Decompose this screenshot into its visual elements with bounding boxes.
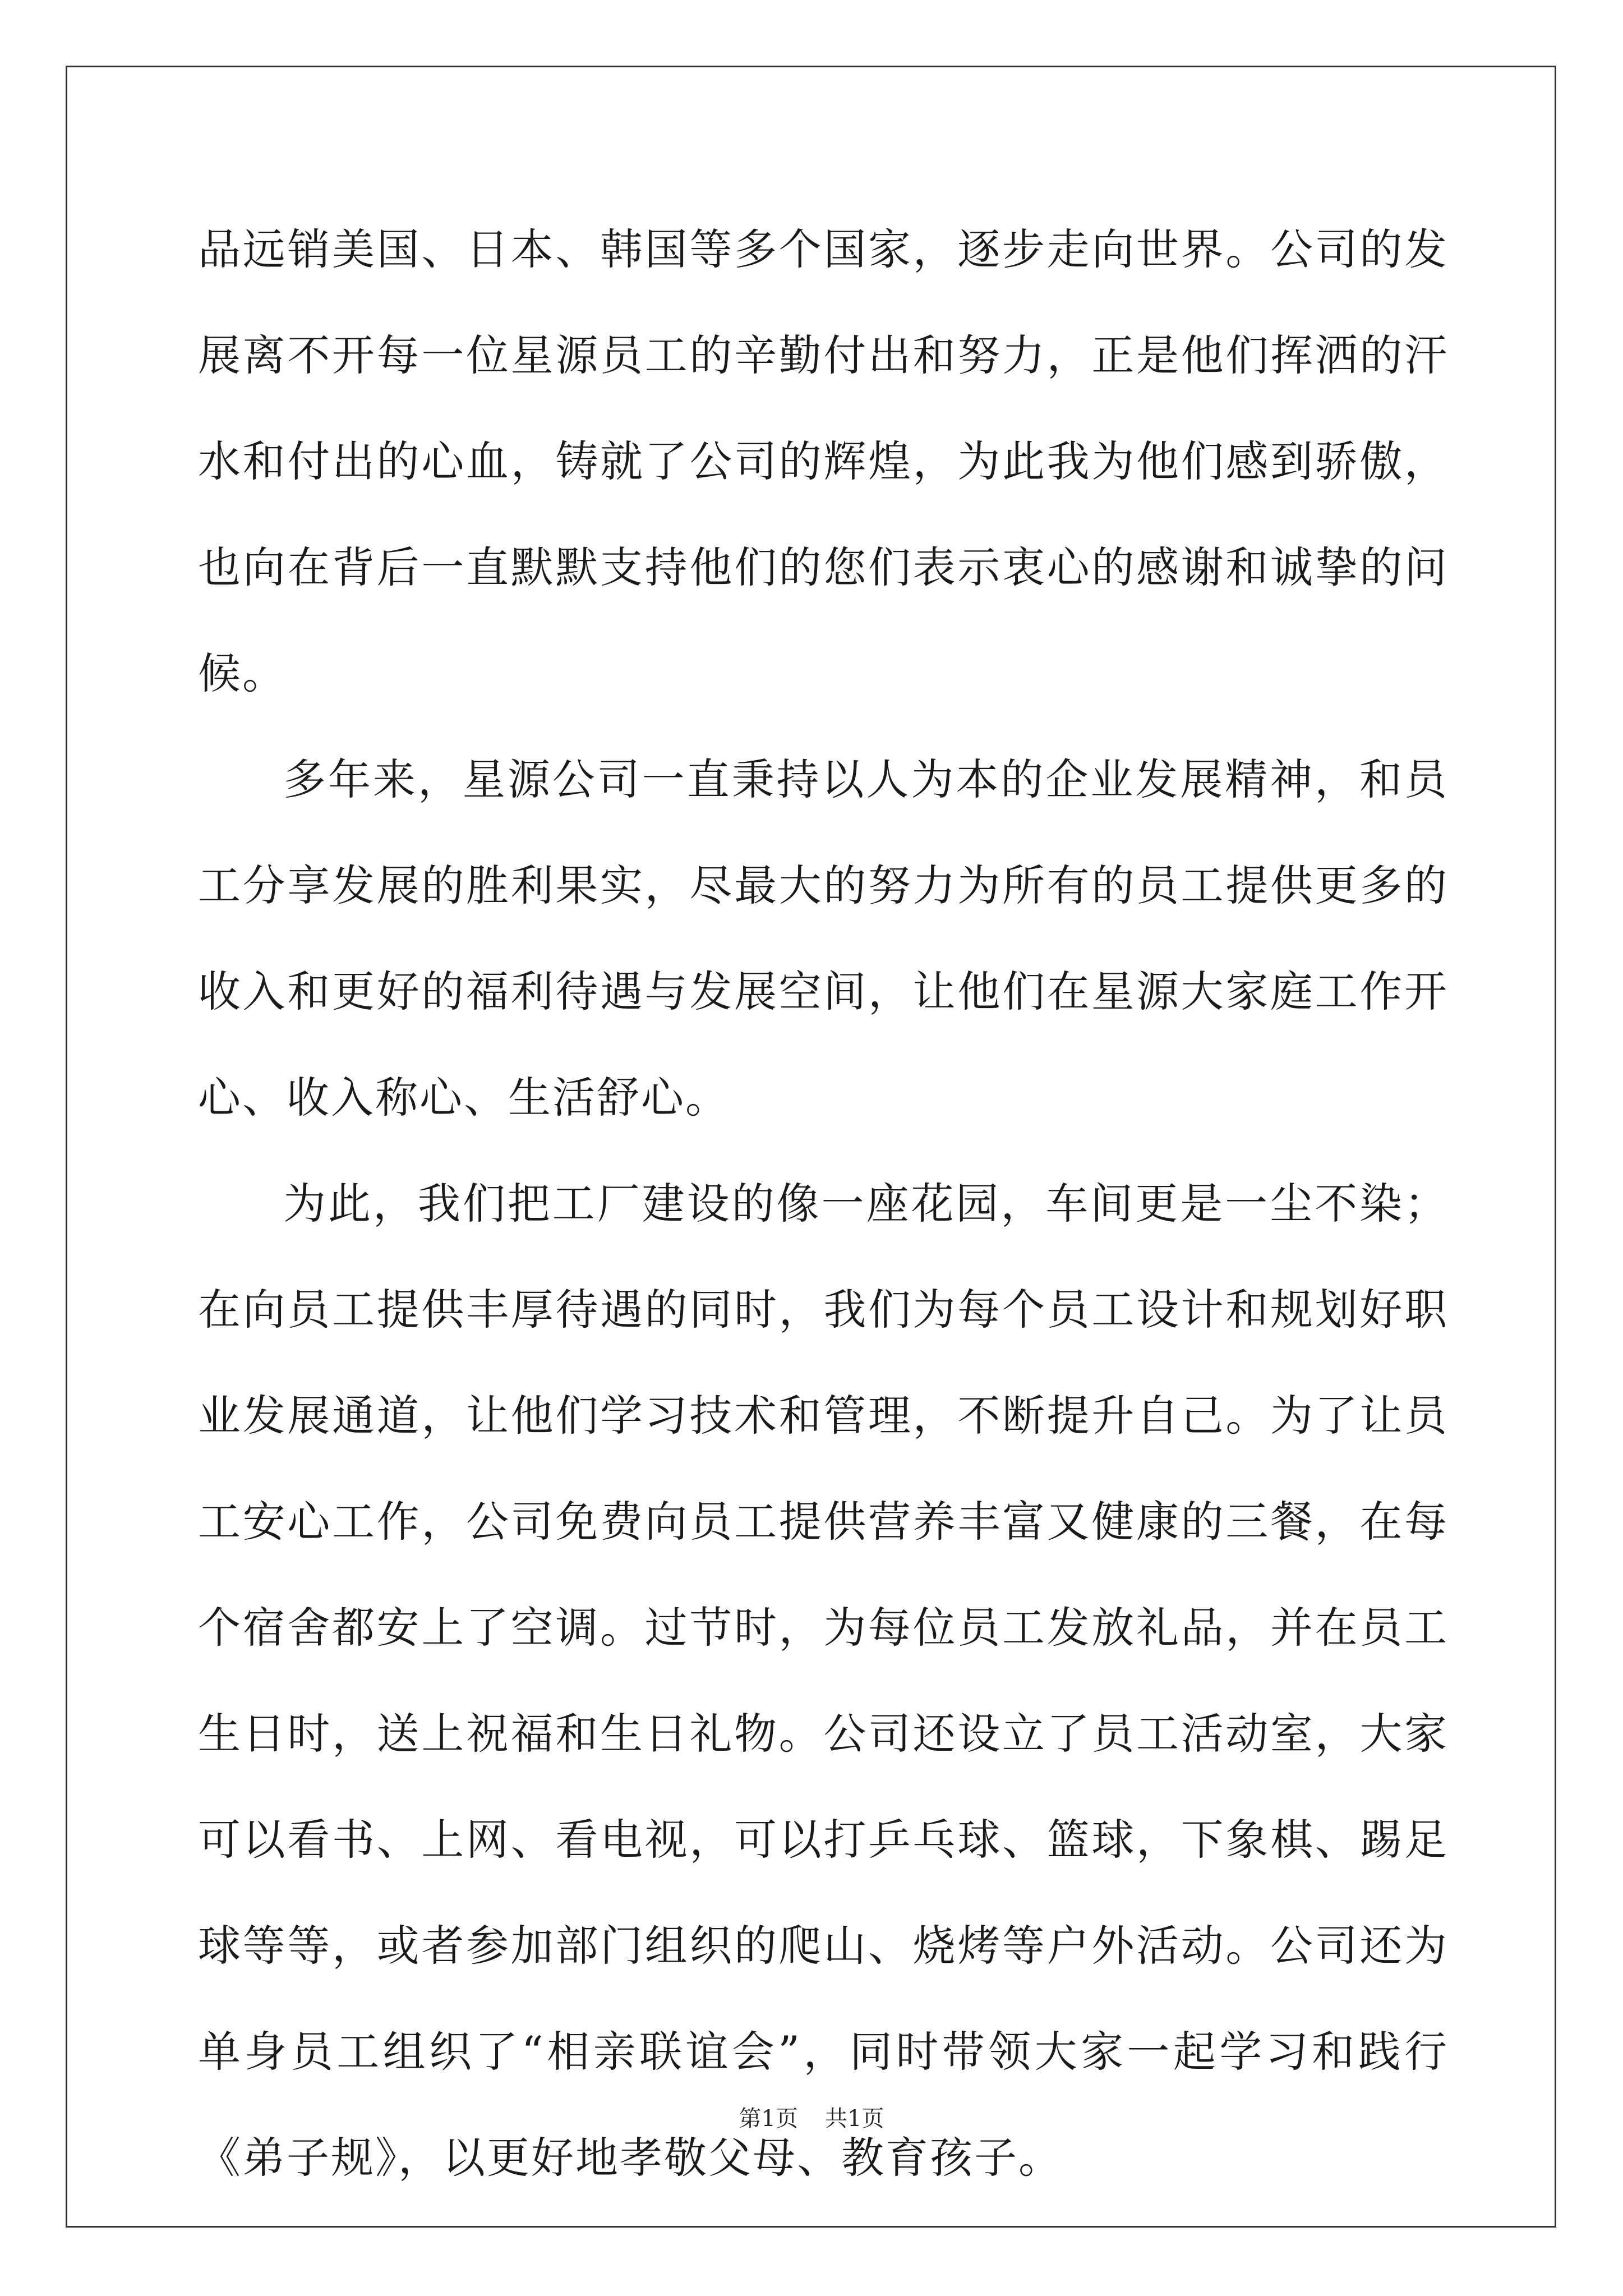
- page-number-total: 共1页: [825, 2106, 884, 2132]
- document-body: [198, 196, 1449, 2211]
- paragraph-continuation: 品远销美国、日本、韩国等多个国家，逐步走向世界。公司的发展离不开每一位星源员工的辛勤付出和努力，正是他们挥洒的汗水和付出的心血，铸就了公司的辉煌，为此我为他们感到骄傲，也向在背后一直默默支持他们的您们表示衷心的感谢和诚挚的问候。: [198, 224, 1449, 698]
- page-footer: [0, 2101, 1623, 2133]
- paragraph-company-philosophy: 多年来，星源公司一直秉持以人为本的企业发展精神，和员工分享发展的胜利果实，尽最大的努力为所有的员工提供更多的收入和更好的福利待遇与发展空间，让他们在星源大家庭工作开心、收入称心、生活舒心。: [198, 754, 1449, 1122]
- paragraph-employee-benefits: 为此，我们把工厂建设的像一座花园，车间更是一尘不染；在向员工提供丰厚待遇的同时，我们为每个员工设计和规划好职业发展通道，让他们学习技术和管理，不断提升自己。为了让员工安心工作，公司免费向员工提供营养丰富又健康的三餐，在每个宿舍都安上了空调。过节时，为每位员工发放礼品，并在员工生日时，送上祝福和生日礼物。公司还设立了员工活动室，大家可以看书、上网、看电视，可以打乒乓球、篮球，下象棋、踢足球等等，或者参加部门组织的爬山、烧烤等户外活动。公司还为单身员工组织了“相亲联谊会”，同时带领大家一起学习和践行《弟子规》，以更好地孝敬父母、教育孩子。: [198, 1179, 1449, 2183]
- page-number-current: 第1页: [739, 2106, 798, 2132]
